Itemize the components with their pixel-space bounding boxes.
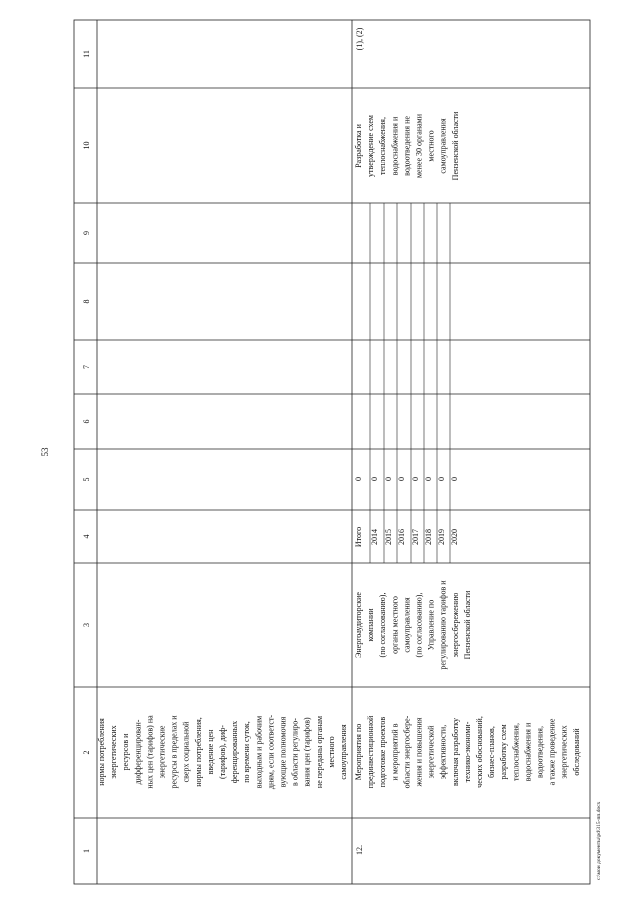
year-label: 2019 xyxy=(437,529,446,545)
description-line: а также проведение xyxy=(547,718,557,786)
executor-line: регулированию тарифов и xyxy=(438,580,448,670)
description-line: введение цен xyxy=(205,729,215,775)
description-line: включая разработку xyxy=(450,717,460,787)
column-number: 4 xyxy=(82,534,91,539)
description-line: выходным и рабочим xyxy=(254,715,264,789)
description-line: местного xyxy=(326,736,336,768)
description-line: жения и повышения xyxy=(414,717,424,787)
column-number: 2 xyxy=(82,750,91,755)
description-line: водоснабжения и xyxy=(523,722,533,782)
description-line: ных цен (тарифов) на xyxy=(145,715,155,789)
executor-line: Энергоаудиторские xyxy=(354,592,363,658)
result-line: местного xyxy=(426,130,436,162)
column-number: 10 xyxy=(82,141,91,150)
column-number: 7 xyxy=(82,365,91,369)
row12-target-indicators: (1), (2) xyxy=(355,27,364,51)
description-line: ческих обоснований, xyxy=(475,716,484,788)
funding-value: 0 xyxy=(437,477,446,481)
description-line: вания цен (тарифов) xyxy=(302,717,312,787)
year-label: Итого xyxy=(354,526,363,548)
executor-line: Пензенской области xyxy=(462,590,472,660)
description-line: Мероприятия по xyxy=(354,723,363,781)
column-number-header xyxy=(82,50,91,853)
funding-value: 0 xyxy=(370,477,379,481)
description-line: подготовке проектов xyxy=(378,716,388,788)
funding-value: 0 xyxy=(450,477,459,481)
column-number: 8 xyxy=(82,299,91,304)
result-line: водоснабжения и xyxy=(390,116,400,176)
result-line: самоуправления xyxy=(438,118,448,174)
column-number: 3 xyxy=(82,623,91,627)
executor-line: самоуправления xyxy=(402,597,412,653)
funding-value: 0 xyxy=(411,477,420,481)
executor-line: Управление по xyxy=(426,599,436,651)
description-line: обследований xyxy=(571,728,581,776)
executor-line: (по согласованию), xyxy=(378,592,388,658)
result-line: водоотведения не xyxy=(402,116,412,176)
description-line: бизнес-планов, xyxy=(487,726,497,778)
description-line: энергетических xyxy=(109,725,119,779)
description-line: прединвестиционной xyxy=(366,715,376,789)
description-line: энергетической xyxy=(426,725,436,779)
column-number: 5 xyxy=(82,477,91,482)
row12-years xyxy=(354,527,459,547)
year-label: 2016 xyxy=(397,529,406,545)
year-label: 2017 xyxy=(411,529,420,545)
description-line: сверх социальной xyxy=(181,721,191,783)
result-line: Пензенской области xyxy=(450,111,460,181)
description-line: эффективности, xyxy=(438,724,448,780)
row-number: 12. xyxy=(355,845,364,855)
row12-executors xyxy=(354,580,472,670)
column-number: 6 xyxy=(82,419,91,424)
funding-value: 0 xyxy=(397,477,406,481)
executor-line: (по согласованию), xyxy=(414,592,424,658)
row12-description xyxy=(354,715,581,788)
result-line: теплоснабжения, xyxy=(378,117,388,175)
prev-row-description xyxy=(97,715,348,790)
year-label: 2018 xyxy=(424,529,433,545)
description-line: вующие полномочия xyxy=(278,716,288,788)
description-line: (тарифов), диф- xyxy=(218,725,227,779)
column-number: 1 xyxy=(82,849,91,853)
result-line: Разработка и xyxy=(354,124,363,168)
description-line: ресурсы в пределах и xyxy=(169,715,179,789)
description-line: нормы потребления, xyxy=(193,717,203,787)
description-line: нормы потребления xyxy=(97,718,106,786)
column-number: 11 xyxy=(82,50,91,58)
description-line: теплоснабжения, xyxy=(511,723,521,781)
funding-value: 0 xyxy=(384,477,393,481)
description-line: ференцированных xyxy=(230,720,240,784)
row12-funding-values xyxy=(354,477,459,481)
description-line: области энергосбере- xyxy=(402,715,412,789)
year-label: 2020 xyxy=(450,529,459,545)
description-line: в области регулиро- xyxy=(290,718,300,786)
description-line: технико-экономи- xyxy=(462,721,472,783)
result-line: менее 30 органами xyxy=(414,113,424,179)
description-line: и мероприятий в xyxy=(390,723,400,781)
executor-line: органы местного xyxy=(390,596,400,654)
year-label: 2015 xyxy=(384,529,393,545)
description-line: самоуправления xyxy=(339,724,348,780)
description-line: разработку схем xyxy=(499,724,509,780)
result-line: утверждение схем xyxy=(366,115,376,177)
page-number: 53 xyxy=(40,447,50,457)
description-line: не переданы органам xyxy=(314,715,324,789)
description-line: по времени суток, xyxy=(242,721,252,783)
executor-line: энергосбережению xyxy=(450,592,460,658)
description-line: ресурсов и xyxy=(121,733,131,771)
description-line: энергетических xyxy=(559,725,569,779)
executor-line: компании xyxy=(366,608,376,642)
description-line: энергетические xyxy=(157,725,167,779)
row12-expected-result xyxy=(354,111,460,180)
year-label: 2014 xyxy=(370,529,379,545)
funding-value: 0 xyxy=(424,477,433,481)
funding-value: 0 xyxy=(354,477,363,481)
description-line: водоотведения, xyxy=(535,726,545,778)
footer-file-path: c:\мои документы\pd\315-пп.docx xyxy=(596,801,602,880)
description-line: дням, если соответст- xyxy=(266,714,276,790)
column-number: 9 xyxy=(82,231,91,235)
description-line: дифференцирован- xyxy=(133,719,143,785)
